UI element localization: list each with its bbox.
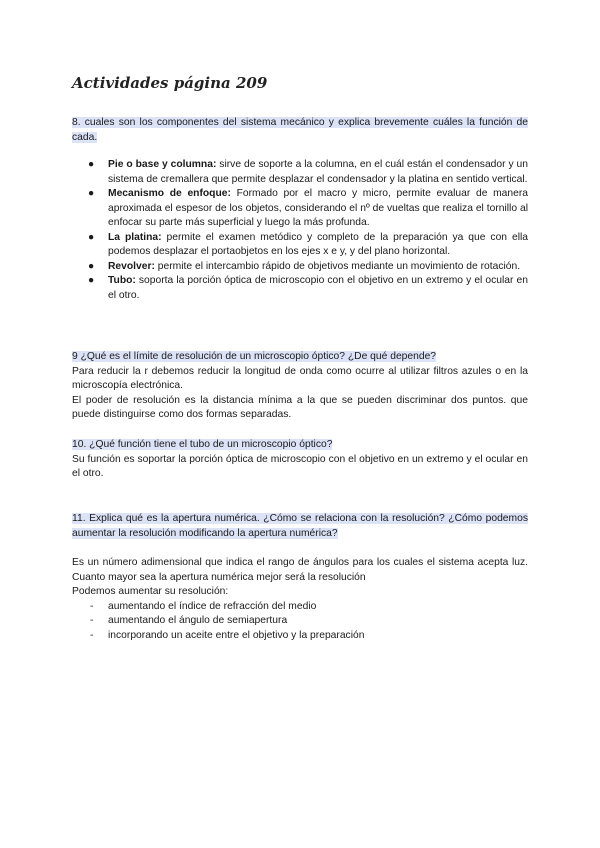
list-item: [72, 231, 528, 260]
dash-icon: -: [90, 615, 94, 626]
question-11-answer: Es un número adimensional que indica el rango de ángulos para los cuales el sistema acepta luz. Cuanto mayor sea la apertura numérica mejor será la resolución: [72, 557, 528, 583]
list-item-text: aumentando el índice de refracción del medio: [108, 600, 317, 612]
question-8-text: 8. cuales son los componentes del sistema mecánico y explica brevemente cuáles la función de cada.: [72, 117, 528, 143]
list-item-text: sirve de soporte a la columna, en el cuál están el condensador y un sistema de cremallera que permite desplazar el condensador y la platina en sentido vertical.: [108, 159, 529, 185]
list-item-term: Tubo:: [108, 275, 136, 286]
question-9: [72, 350, 528, 423]
question-9-answer-2: El poder de resolución es la distancia mínima a la que se pueden discriminar dos puntos. que puede distinguirse como dos formas separadas.: [72, 394, 528, 420]
question-10: [72, 438, 528, 482]
list-item: [72, 260, 528, 275]
question-10-text: 10. ¿Qué función tiene el tubo de un microscopio óptico?: [72, 439, 333, 450]
bullet-icon: ●: [88, 275, 95, 286]
list-item-text: soporta la porción óptica de microscopio con el objetivo en un extremo y el ocular en el otro.: [108, 275, 528, 301]
bullet-icon: ●: [88, 231, 95, 243]
question-11-lead: Podemos aumentar su resolución:: [72, 586, 229, 597]
bullet-icon: ●: [88, 260, 95, 272]
list-item-term: Revolver:: [108, 260, 155, 272]
list-item: [72, 158, 528, 187]
list-item-term: Pie o base y columna:: [108, 159, 217, 170]
list-item: [72, 629, 528, 644]
list-item-text: incorporando un aceite entre el objetivo y la preparación: [108, 629, 365, 641]
dash-icon: -: [90, 600, 94, 612]
dash-icon: -: [90, 629, 94, 641]
question-11-answer-block: [72, 556, 528, 643]
list-item-term: La platina:: [108, 231, 162, 243]
q8-bullet-list: [72, 158, 528, 303]
list-item-text: aumentando el ángulo de semiapertura: [108, 615, 288, 626]
list-item: [72, 187, 528, 231]
question-9-text: 9 ¿Qué es el límite de resolución de un microscopio óptico? ¿De qué depende?: [72, 351, 437, 362]
list-item-text: permite el intercambio rápido de objetivos mediante un movimiento de rotación.: [154, 260, 521, 272]
bullet-icon: ●: [88, 159, 95, 170]
question-8: [72, 116, 528, 145]
list-item-term: Mecanismo de enfoque:: [108, 188, 231, 199]
list-item: [72, 274, 528, 303]
bullet-icon: ●: [88, 188, 95, 199]
page-title: Actividades página 209: [72, 74, 268, 92]
list-item: [72, 600, 528, 615]
question-9-answer-1: Para reducir la r debemos reducir la longitud de onda como ocurre al utilizar filtros azules o en la microscopía electrónica.: [72, 365, 528, 391]
list-item: [72, 614, 528, 629]
question-11-text: 11. Explica qué es la apertura numérica. ¿Cómo se relaciona con la resolución? ¿Cómo podemos aumentar la resolución modificando la apertura numérica?: [72, 513, 528, 539]
list-item-text: permite el examen metódico y completo de la preparación ya que con ella podemos desplazar el portaobjetos en los ejes x e y, y del plano horizontal.: [108, 231, 528, 257]
question-11: [72, 512, 528, 541]
list-item-text: Formado por el macro y micro, permite evaluar de manera aproximada el espesor de los objetos, considerando el nº de vueltas que realiza el tornillo al enfocar su parte más superficial y luego la más profunda.: [108, 188, 528, 228]
question-10-answer: Su función es soportar la porción óptica de microscopio con el objetivo en un extremo y el ocular en el otro.: [72, 453, 528, 479]
